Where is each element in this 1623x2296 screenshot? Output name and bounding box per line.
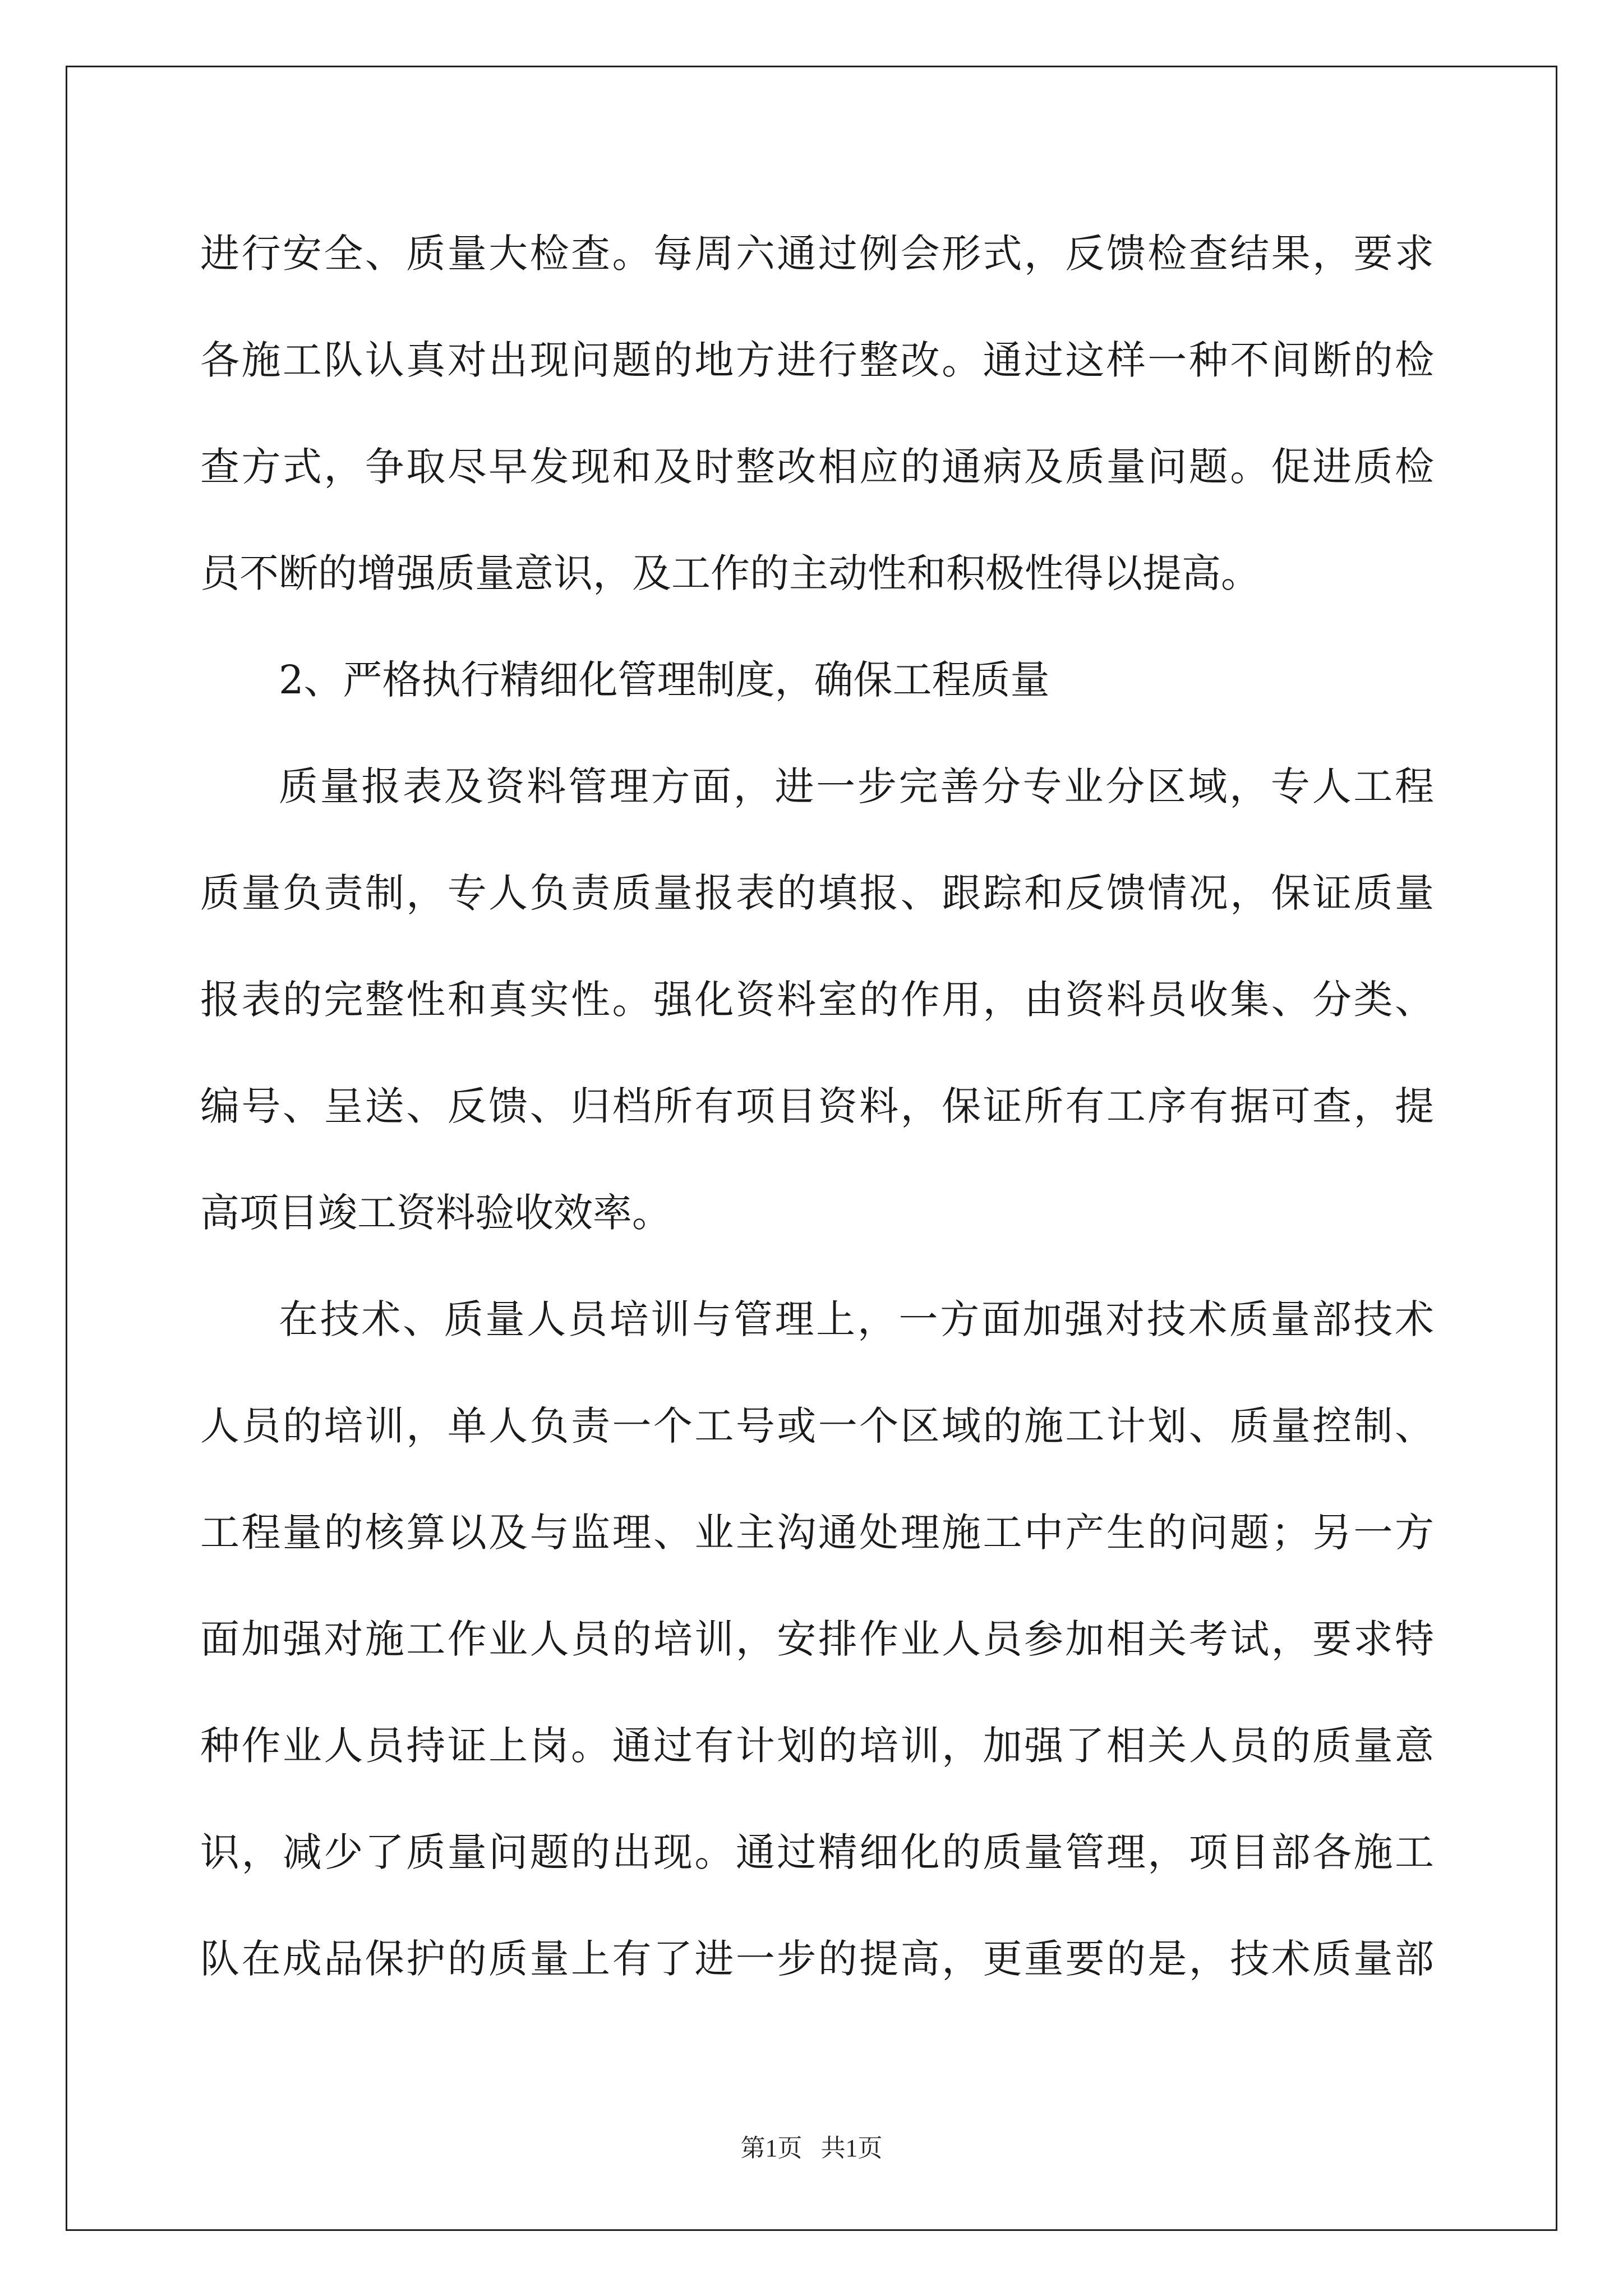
body-line: 员不断的增强质量意识，及工作的主动性和积极性得以提高。 xyxy=(200,550,1260,596)
body-line: 进行安全、质量大检查。每周六通过例会形式，反馈检查结果，要求 xyxy=(200,231,1434,277)
page-number-footer: 第1页 共1页 xyxy=(740,2134,883,2162)
body-line: 识，减少了质量问题的出现。通过精细化的质量管理，项目部各施工 xyxy=(200,1829,1434,1875)
body-line: 查方式，争取尽早发现和及时整改相应的通病及质量问题。促进质检 xyxy=(200,444,1434,490)
body-line: 质量负责制，专人负责质量报表的填报、跟踪和反馈情况，保证质量 xyxy=(200,870,1434,916)
page-border xyxy=(66,66,1557,2231)
body-line: 队在成品保护的质量上有了进一步的提高，更重要的是，技术质量部 xyxy=(200,1936,1434,1982)
body-line: 人员的培训，单人负责一个工号或一个区域的施工计划、质量控制、 xyxy=(200,1403,1434,1449)
body-line: 在技术、质量人员培训与管理上，一方面加强对技术质量部技术 xyxy=(279,1296,1434,1342)
body-line: 质量报表及资料管理方面，进一步完善分专业分区域，专人工程 xyxy=(279,763,1434,809)
body-line: 高项目竣工资料验收效率。 xyxy=(200,1190,671,1236)
body-line: 编号、呈送、反馈、归档所有项目资料，保证所有工序有据可查，提 xyxy=(200,1083,1434,1129)
body-line: 工程量的核算以及与监理、业主沟通处理施工中产生的问题；另一方 xyxy=(200,1510,1434,1556)
body-line: 各施工队认真对出现问题的地方进行整改。通过这样一种不间断的检 xyxy=(200,337,1434,383)
body-line: 面加强对施工作业人员的培训，安排作业人员参加相关考试，要求特 xyxy=(200,1616,1434,1662)
section-heading: 2、严格执行精细化管理制度，确保工程质量 xyxy=(279,657,1050,703)
body-line: 种作业人员持证上岗。通过有计划的培训，加强了相关人员的质量意 xyxy=(200,1723,1434,1769)
body-line: 报表的完整性和真实性。强化资料室的作用，由资料员收集、分类、 xyxy=(200,977,1434,1023)
